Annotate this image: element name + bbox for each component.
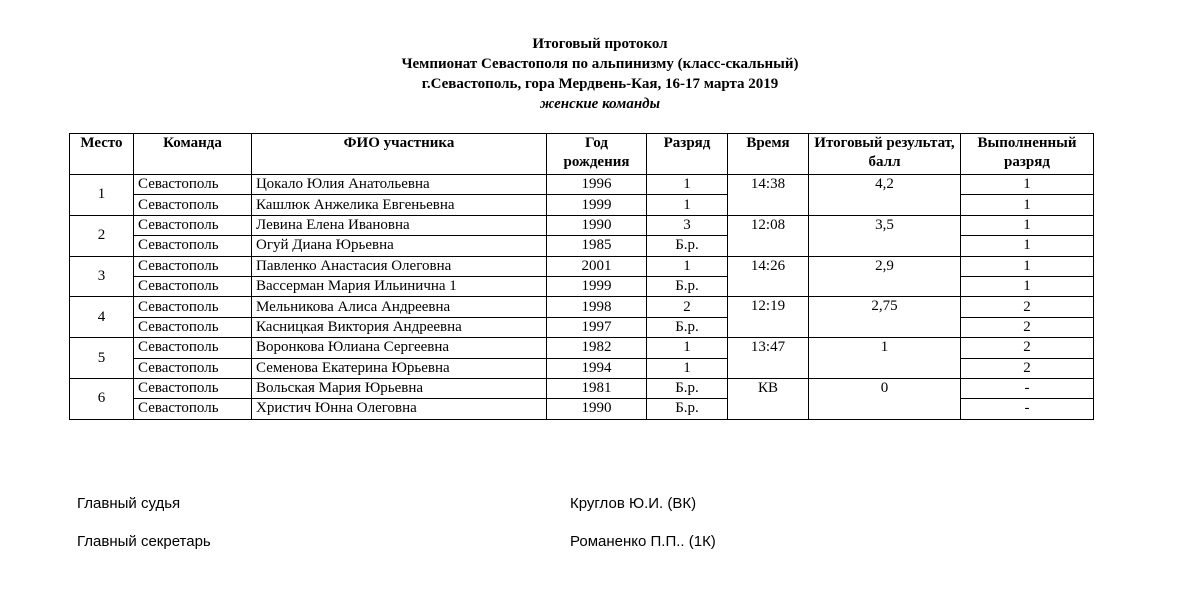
cell-team: Севастополь — [134, 317, 252, 337]
cell-place: 4 — [70, 297, 134, 338]
cell-time: 14:38 — [728, 175, 809, 216]
cell-achieved-rank: 2 — [961, 317, 1094, 337]
cell-achieved-rank: 1 — [961, 175, 1094, 195]
cell-name: Огуй Диана Юрьевна — [252, 236, 547, 256]
cell-rank: 3 — [647, 215, 728, 235]
cell-score: 2,75 — [809, 297, 961, 338]
cell-rank: Б.р. — [647, 399, 728, 419]
judge-label: Главный судья — [77, 495, 181, 512]
cell-team: Севастополь — [134, 297, 252, 317]
table-row — [70, 378, 1094, 398]
cell-birth-year: 1999 — [547, 195, 647, 215]
cell-achieved-rank: 1 — [961, 256, 1094, 276]
cell-name: Семенова Екатерина Юрьевна — [252, 358, 547, 378]
cell-achieved-rank: 1 — [961, 215, 1094, 235]
cell-name: Вольская Мария Юрьевна — [252, 378, 547, 398]
col-header-name: ФИО участника — [252, 134, 547, 175]
cell-rank: 1 — [647, 195, 728, 215]
cell-birth-year: 1981 — [547, 378, 647, 398]
cell-birth-year: 1990 — [547, 215, 647, 235]
cell-achieved-rank: 1 — [961, 195, 1094, 215]
cell-rank: 1 — [647, 338, 728, 358]
cell-team: Севастополь — [134, 358, 252, 378]
cell-birth-year: 1996 — [547, 175, 647, 195]
table-row — [70, 256, 1094, 276]
judge-name: Круглов Ю.И. (ВК) — [570, 495, 697, 512]
cell-birth-year: 1990 — [547, 399, 647, 419]
cell-time: КВ — [728, 378, 809, 419]
cell-name: Воронкова Юлиана Сергеевна — [252, 338, 547, 358]
cell-place: 5 — [70, 338, 134, 379]
cell-time: 14:26 — [728, 256, 809, 297]
cell-team: Севастополь — [134, 175, 252, 195]
cell-team: Севастополь — [134, 378, 252, 398]
cell-rank: Б.р. — [647, 378, 728, 398]
table-row — [70, 215, 1094, 235]
cell-name: Павленко Анастасия Олеговна — [252, 256, 547, 276]
cell-team: Севастополь — [134, 256, 252, 276]
cell-name: Касницкая Виктория Андреевна — [252, 317, 547, 337]
cell-name: Левина Елена Ивановна — [252, 215, 547, 235]
cell-place: 3 — [70, 256, 134, 297]
header-category: женские команды — [540, 96, 660, 112]
cell-birth-year: 1997 — [547, 317, 647, 337]
cell-name: Цокало Юлия Анатольевна — [252, 175, 547, 195]
protocol-header — [0, 34, 1200, 114]
cell-rank: 1 — [647, 175, 728, 195]
col-header-time: Время — [728, 134, 809, 175]
cell-rank: Б.р. — [647, 276, 728, 296]
cell-team: Севастополь — [134, 215, 252, 235]
header-location-date: г.Севастополь, гора Мердвень-Кая, 16-17 марта 2019 — [421, 76, 779, 92]
cell-team: Севастополь — [134, 399, 252, 419]
cell-place: 6 — [70, 378, 134, 419]
cell-achieved-rank: 1 — [961, 276, 1094, 296]
cell-name: Мельникова Алиса Андреевна — [252, 297, 547, 317]
table-row — [70, 175, 1094, 195]
cell-achieved-rank: 2 — [961, 358, 1094, 378]
cell-rank: 1 — [647, 256, 728, 276]
cell-birth-year: 1999 — [547, 276, 647, 296]
header-championship: Чемпионат Севастополя по альпинизму (класс-скальный) — [401, 56, 799, 72]
col-header-birth-year: Год рождения — [547, 134, 647, 175]
cell-birth-year: 1982 — [547, 338, 647, 358]
cell-score: 0 — [809, 378, 961, 419]
col-header-score: Итоговый результат, балл — [809, 134, 961, 175]
cell-team: Севастополь — [134, 338, 252, 358]
table-header-row — [70, 134, 1094, 175]
cell-rank: Б.р. — [647, 236, 728, 256]
cell-rank: Б.р. — [647, 317, 728, 337]
col-header-place: Место — [70, 134, 134, 175]
secretary-label: Главный секретарь — [77, 533, 211, 550]
cell-achieved-rank: 1 — [961, 236, 1094, 256]
col-header-achieved-rank: Выполненный разряд — [961, 134, 1094, 175]
table-row — [70, 338, 1094, 358]
cell-team: Севастополь — [134, 195, 252, 215]
cell-rank: 2 — [647, 297, 728, 317]
cell-birth-year: 2001 — [547, 256, 647, 276]
cell-place: 2 — [70, 215, 134, 256]
cell-time: 12:19 — [728, 297, 809, 338]
cell-rank: 1 — [647, 358, 728, 378]
cell-achieved-rank: - — [961, 378, 1094, 398]
cell-score: 1 — [809, 338, 961, 379]
cell-time: 12:08 — [728, 215, 809, 256]
table-row — [70, 297, 1094, 317]
secretary-name: Романенко П.П.. (1К) — [570, 533, 716, 550]
cell-achieved-rank: 2 — [961, 297, 1094, 317]
col-header-team: Команда — [134, 134, 252, 175]
cell-time: 13:47 — [728, 338, 809, 379]
cell-name: Вассерман Мария Ильинична 1 — [252, 276, 547, 296]
col-header-rank: Разряд — [647, 134, 728, 175]
cell-place: 1 — [70, 175, 134, 216]
cell-achieved-rank: 2 — [961, 338, 1094, 358]
cell-score: 2,9 — [809, 256, 961, 297]
cell-team: Севастополь — [134, 276, 252, 296]
cell-achieved-rank: - — [961, 399, 1094, 419]
cell-name: Христич Юнна Олеговна — [252, 399, 547, 419]
cell-name: Кашлюк Анжелика Евгеньевна — [252, 195, 547, 215]
results-body — [70, 175, 1094, 420]
cell-birth-year: 1998 — [547, 297, 647, 317]
cell-birth-year: 1994 — [547, 358, 647, 378]
header-title: Итоговый протокол — [532, 36, 668, 52]
cell-score: 3,5 — [809, 215, 961, 256]
cell-birth-year: 1985 — [547, 236, 647, 256]
results-table — [69, 133, 1094, 420]
cell-team: Севастополь — [134, 236, 252, 256]
cell-score: 4,2 — [809, 175, 961, 216]
